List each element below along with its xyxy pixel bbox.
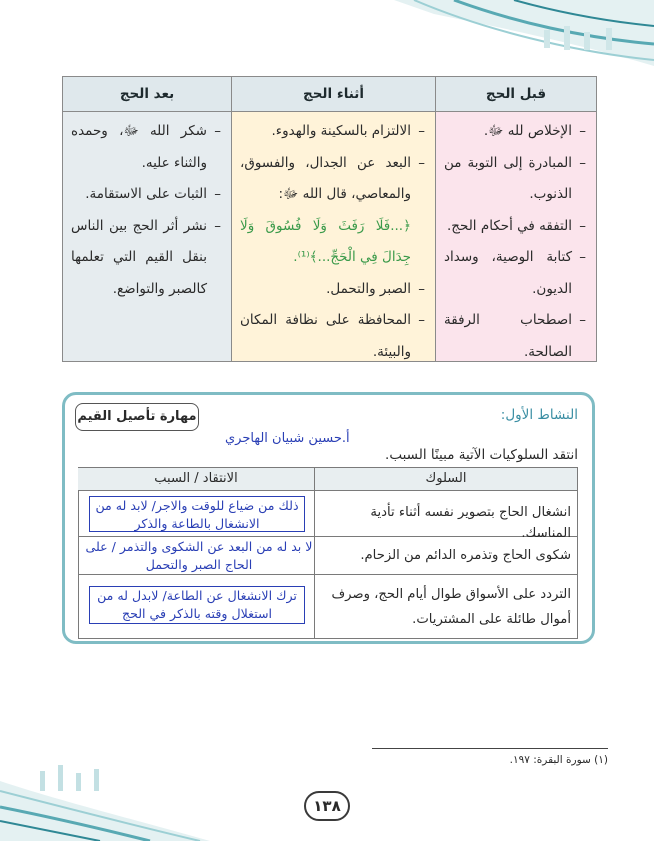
handwritten-answer: ذلك من ضياع للوقت والاجر/ لابد له من الانشغال بالطاعة والذكر [89,496,305,532]
footnote-separator [372,748,608,749]
handwritten-student-name: أ.حسين شبيان الهاجري [225,431,350,446]
decorative-corner-bottom-left [0,761,210,841]
list-item: – شكر الله ﷻ، وحمده والثناء عليه. [71,116,221,179]
hajj-stages-table [62,76,597,362]
behavior-cell: شكوى الحاج وتذمره الدائم من الزحام. [360,548,571,563]
header-after-hajj: بعد الحج [63,77,231,112]
during-hajj-column [232,112,435,361]
list-item: – الالتزام بالسكينة والهدوء. [240,116,425,148]
header-behavior: السلوك [315,468,577,491]
list-item: – المحافظة على نظافة المكان والبيئة. [240,305,425,368]
handwritten-answer: لا بد له من البعد عن الشكوى والتذمر / على الحاج الصبر والتحمل [85,539,313,572]
list-item: – الثبات على الاستقامة. [71,179,221,211]
row-divider [79,574,577,575]
activity-box [62,392,595,644]
list-item: – التفقه في أحكام الحج. [444,211,586,243]
handwritten-answer: ترك الانشغال عن الطاعة/ لابدل له من استغلال وقته بالذكر في الحج [89,586,305,624]
list-item: – المبادرة إلى التوبة من الذنوب. [444,148,586,211]
list-item: – اصطحاب الرفقة الصالحة. [444,305,586,368]
activity-title: النشاط الأول: [500,407,578,423]
skill-badge: مهارة تأصيل القيم [75,403,199,431]
decorative-corner-top-right [394,0,654,66]
list-item: – نشر أثر الحج بين الناس بنقل القيم التي تعلمها كالصبر والتواضع. [71,211,221,306]
page-number: ١٣٨ [304,791,350,821]
column-divider [231,77,232,361]
behavior-cell: التردد على الأسواق طوال أيام الحج، وصرف أموال طائلة على المشتريات. [331,587,571,627]
column-divider [435,77,436,361]
activity-instruction: انتقد السلوكيات الآتية مبينًا السبب. [385,447,578,463]
list-item: – البعد عن الجدال، والفسوق، والمعاصي، قال الله ﷻ: [240,148,425,211]
before-hajj-column [436,112,596,361]
header-during-hajj: أثناء الحج [232,77,435,112]
list-item: – الإخلاص لله ﷻ. [444,116,586,148]
behavior-cell: انشغال الحاج بتصوير نفسه أثناء تأدية المناسك. [370,505,571,541]
footnote: (١) سورة البقرة: ١٩٧. [509,754,608,766]
list-item: – كتابة الوصية، وسداد الديون. [444,242,586,305]
header-before-hajj: قبل الحج [436,77,596,112]
after-hajj-column [63,112,231,361]
list-item: – الصبر والتحمل. [240,274,425,306]
header-critique: الانتقاد / السبب [78,468,314,491]
quran-verse: ﴿...فَلَا رَفَثَ وَلَا فُسُوقَ وَلَا جِدَالَ فِي الْحَجِّ...﴾⁽¹⁾. [240,217,411,265]
critique-table [78,467,578,639]
